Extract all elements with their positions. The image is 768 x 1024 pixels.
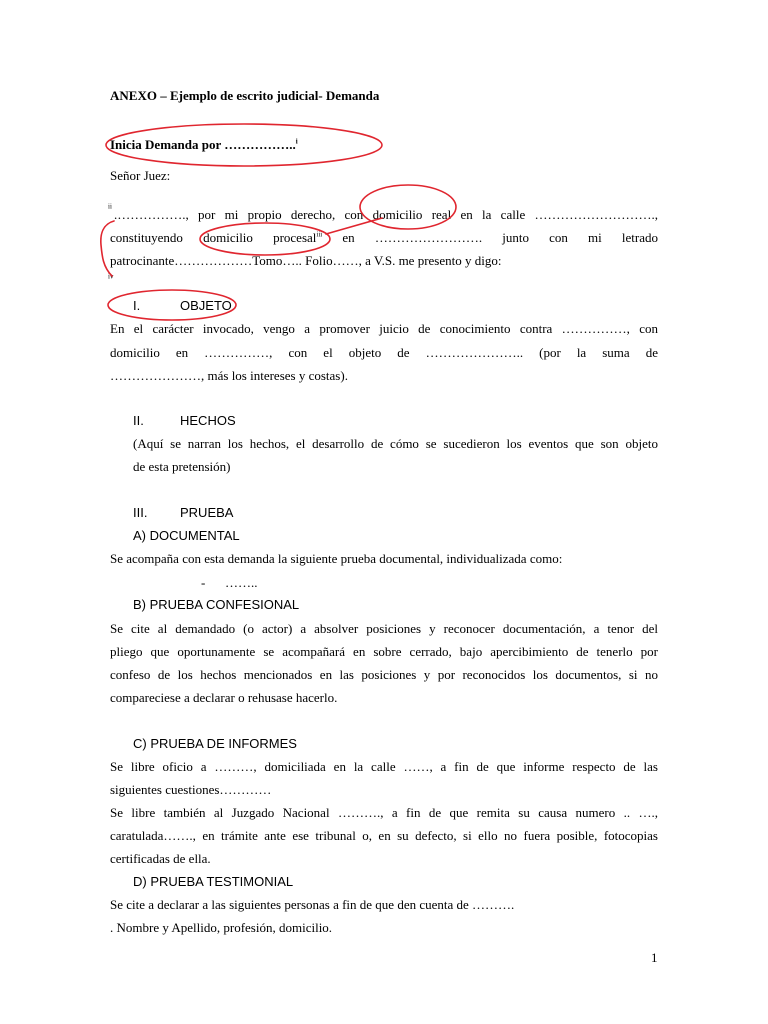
- intro-line-2: [110, 230, 658, 246]
- demand-heading-text: Inicia Demanda por ……………..: [110, 137, 296, 152]
- informes-line-4: caratulada……., en trámite ante ese tribunal o, en su defecto, si ello no fuera posible, fotocopias: [110, 828, 658, 843]
- objeto-line-3: …………………, más los intereses y costas).: [110, 368, 348, 383]
- document-title: ANEXO – Ejemplo de escrito judicial- Demanda: [110, 88, 380, 103]
- testimonial-line-1: Se cite a declarar a las siguientes personas a fin de que den cuenta de ……….: [110, 897, 515, 912]
- objeto-line-2: domicilio en ……………, con el objeto de ………………….. (por la suma de: [110, 345, 658, 360]
- prueba-testimonial-title: D) PRUEBA TESTIMONIAL: [133, 874, 294, 889]
- bullet-dash: -: [201, 575, 206, 590]
- section-prueba-title: PRUEBA: [180, 505, 234, 520]
- informes-line-5: certificadas de ella.: [110, 851, 211, 866]
- footnote-ref-ii: ii: [108, 202, 112, 211]
- prueba-confesional-title: B) PRUEBA CONFESIONAL: [133, 597, 300, 612]
- intro-line-3: patrocinante………………Tomo….. Folio……, a V.S. me presento y digo:: [110, 253, 502, 268]
- page-number: 1: [651, 950, 658, 965]
- prueba-documental-item: ……..: [225, 575, 258, 590]
- informes-line-2: siguientes cuestiones…………: [110, 782, 272, 797]
- intro-line-1: .……………., por mi propio derecho, con domicilio real en la calle ……………………….,: [114, 207, 658, 222]
- confesional-line-4: compareciese a declarar o rehusase hacerlo.: [110, 690, 338, 705]
- section-hechos-title: HECHOS: [180, 413, 236, 428]
- section-hechos-number: II.: [133, 413, 144, 428]
- confesional-line-3: confeso de los hechos mencionados en las posiciones y por reconocidos los documentos, si no: [110, 667, 658, 682]
- section-objeto-number: I.: [133, 298, 141, 313]
- prueba-documental-title: A) DOCUMENTAL: [133, 528, 240, 543]
- footnote-ref-i: i: [295, 137, 298, 146]
- informes-line-3: Se libre también al Juzgado Nacional ………., a fin de que remita su causa numero .. ….,: [110, 805, 658, 820]
- footnote-ref-iii: iii: [316, 230, 323, 239]
- informes-line-1: Se libre oficio a ………, domiciliada en la calle ……, a fin de que informe respecto de las: [110, 759, 658, 774]
- confesional-line-1: Se cite al demandado (o actor) a absolver posiciones y reconocer documentación, a tenor del: [110, 621, 658, 636]
- prueba-documental-text: Se acompaña con esta demanda la siguiente prueba documental, individualizada como:: [110, 551, 563, 566]
- intro-line-2-text: constituyendo domicilio procesal: [110, 230, 317, 245]
- greeting: Señor Juez:: [110, 168, 171, 183]
- confesional-line-2: pliego que oportunamente se acompañará en sobre cerrado, bajo apercibimiento de tenerlo por: [110, 644, 658, 659]
- section-prueba-number: III.: [133, 505, 148, 520]
- prueba-informes-title: C) PRUEBA DE INFORMES: [133, 736, 297, 751]
- hechos-line-2: de esta pretensión): [133, 459, 231, 474]
- objeto-line-1: En el carácter invocado, vengo a promover juicio de conocimiento contra ……………, con: [110, 321, 658, 336]
- section-objeto-title: OBJETO: [180, 298, 232, 313]
- footnote-ref-iv: iv: [108, 272, 114, 281]
- testimonial-line-2: . Nombre y Apellido, profesión, domicilio.: [110, 920, 333, 935]
- demand-heading: [110, 137, 298, 153]
- hechos-line-1: (Aquí se narran los hechos, el desarrollo de cómo se sucedieron los eventos que son objeto: [133, 436, 658, 451]
- intro-line-2-rest: en ……………………. junto con mi letrado: [322, 230, 658, 245]
